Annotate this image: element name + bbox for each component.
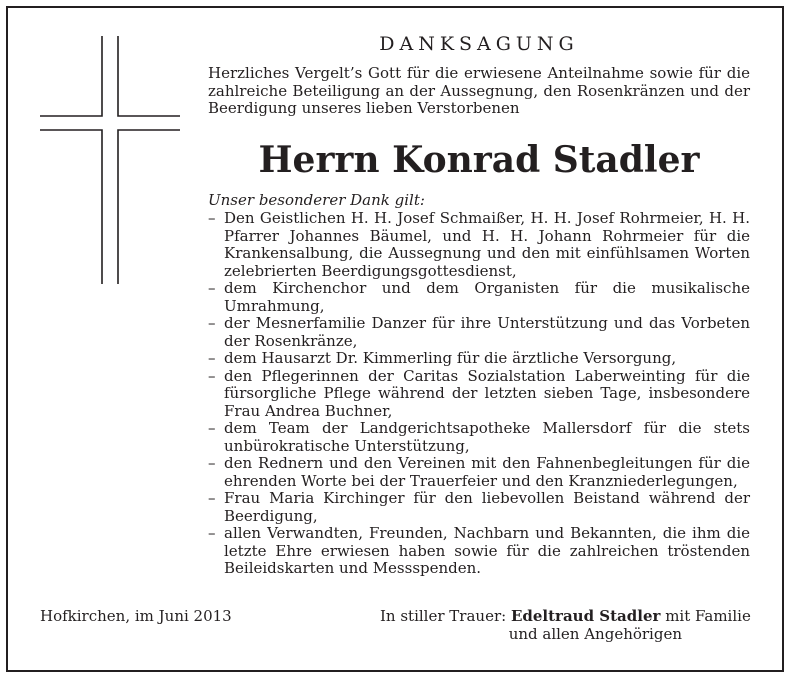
mourners-suffix: mit Familie (665, 607, 751, 625)
thanks-item: – Den Geistlichen H. H. Josef Schmaißer, H. H. Josef Rohrmeier, H. H. Pfarrer Johannes Bäumel, und H. H. Johann Rohrmeier für die Krankensalbung, die Aussegnung und den mit einfühlsamen Worten zelebrierten Beerdigungsgottesdienst, (208, 210, 750, 280)
notice-heading: DANKSAGUNG (379, 33, 579, 55)
mourners-signature (380, 608, 750, 643)
place-date: Hofkirchen, im Juni 2013 (40, 607, 232, 625)
intro-text: Herzliches Vergelt’s Gott für die erwiesene Anteilnahme sowie für die zahlreiche Beteiligung an der Aussegnung, den Rosenkränzen und der Beerdigung unseres lieben Verstorbenen (208, 64, 750, 117)
mourners-relatives: und allen Angehörigen (508, 624, 682, 643)
deceased-name: Herrn Konrad Stadler (258, 139, 700, 181)
mourners-prefix: In stiller Trauer: (380, 607, 507, 625)
thanks-item: – allen Verwandten, Freunden, Nachbarn und Bekannten, die ihm die letzte Ehre erwiesen haben sowie für die zahlreichen tröstenden Beileidskarten und Messspenden. (208, 525, 750, 578)
thanks-item: – dem Hausarzt Dr. Kimmerling für die ärztliche Versorgung, (208, 350, 750, 368)
double-line-cross-icon (40, 36, 180, 284)
thanks-item: – Frau Maria Kirchinger für den liebevollen Beistand während der Beerdigung, (208, 490, 750, 525)
thanks-item: – dem Kirchenchor und dem Organisten für die musikalische Umrahmung, (208, 280, 750, 315)
thanks-item: – dem Team der Landgerichtsapotheke Mallersdorf für die stets unbürokratische Unterstützung, (208, 420, 750, 455)
mourner-name: Edeltraud Stadler (510, 607, 661, 625)
thanks-item: – den Pflegerinnen der Caritas Sozialstation Laberweinting für die fürsorgliche Pflege während der letzten sieben Tage, insbesondere Frau Andrea Buchner, (208, 368, 750, 421)
thanks-title: Unser besonderer Dank gilt: (208, 191, 425, 209)
mourners-line (380, 608, 750, 626)
thanks-list (208, 210, 750, 578)
thanks-item: – der Mesnerfamilie Danzer für ihre Unterstützung und das Vorbeten der Rosenkränze, (208, 315, 750, 350)
thanks-item: – den Rednern und den Vereinen mit den Fahnenbegleitungen für die ehrenden Worte bei der Trauerfeier und den Kranzniederlegungen, (208, 455, 750, 490)
